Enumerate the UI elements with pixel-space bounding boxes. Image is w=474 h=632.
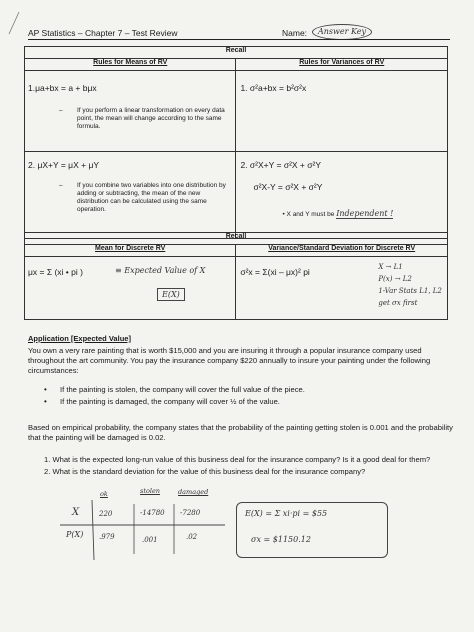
mean-discrete-heading-cell — [25, 245, 236, 257]
pencil-mark-icon — [6, 10, 22, 36]
work-x-value-stolen: -14780 — [140, 509, 165, 517]
mean-discrete-heading: Mean for Discrete RV — [95, 245, 166, 252]
rule1-mean-formula: 1.μa+bx = a + bμx — [28, 83, 97, 93]
expected-value-answer: E(X) = Σ xi·pi = $55 — [245, 509, 328, 518]
var-discrete-heading-cell — [236, 245, 448, 257]
bullet-damaged: If the painting is damaged, the company will cover ½ of the value. — [60, 397, 280, 406]
work-p-value-damaged: .02 — [186, 533, 198, 541]
work-col-header-ok: ok — [100, 490, 108, 498]
var-discrete-formula: σ²x = Σ(xi – μx)² pi — [240, 267, 310, 277]
var-discrete-cell — [236, 257, 448, 320]
variances-rules-heading: Rules for Variances of RV — [299, 59, 385, 66]
work-p-value-stolen: .001 — [142, 536, 158, 544]
work-col-header-stolen: stolen — [140, 487, 160, 495]
recall-rules-table — [24, 46, 448, 239]
name-label: Name: — [282, 28, 308, 38]
calc-note: X → L1 — [378, 263, 403, 271]
mean-discrete-cell — [25, 257, 236, 320]
recall-heading: Recall — [225, 47, 247, 54]
work-x-value-ok: 220 — [99, 510, 113, 518]
means-rules-heading: Rules for Means of RV — [93, 59, 168, 66]
work-row-p-label: P(X) — [66, 530, 84, 539]
calc-note: 1-Var Stats L1, L2 — [378, 287, 442, 295]
bullet-icon: • — [44, 385, 47, 394]
rule2-note — [59, 182, 227, 214]
recall-discrete-table — [24, 232, 448, 320]
rule2-var-formula-diff: σ²X-Y = σ²X + σ²Y — [253, 182, 323, 192]
rule2-note-text: If you combine two variables into one distribution by adding or subtracting, the mean of the new distribution can be calculated using the same operation. — [77, 182, 226, 213]
bullet-stolen: If the painting is stolen, the company will cover the full value of the piece. — [60, 385, 305, 394]
question-1: 1. What is the expected long-run value of this business deal for the insurance company? Is it a good deal for them? — [44, 455, 431, 464]
recall2-heading-cell — [25, 233, 448, 245]
independence-note-text: X and Y must be — [286, 211, 335, 218]
means-heading-cell — [25, 59, 236, 71]
rule1-mean-cell — [25, 71, 236, 152]
rule1-var-cell — [236, 71, 448, 152]
rule2-var-formula-sum: 2. σ²X+Y = σ²X + σ²Y — [240, 160, 321, 170]
application-paragraph-2: Based on empirical probability, the company states that the probability of the painting getting stolen is 0.001 and the probability that the painting will be damaged is 0.02. — [28, 423, 453, 442]
application-paragraph-1: You own a very rare painting that is worth $15,000 and you are insuring it through a popular insurance company used throughout the art community. You pay the insurance company $220 annually to insure your painting under the following circumstances: — [28, 346, 431, 375]
dash-icon: – — [59, 182, 63, 189]
mean-discrete-formula: μx = Σ (xi • pi ) — [28, 267, 83, 277]
expected-value-handwritten: ≡ Expected Value of X — [115, 266, 206, 275]
rule1-note — [59, 107, 227, 131]
bullet-icon: • — [44, 397, 47, 406]
answer-box — [236, 502, 388, 558]
rule2-mean-cell — [25, 152, 236, 239]
header-rule — [28, 39, 450, 40]
rule2-mean-formula: 2. μX+Y = μX + μY — [28, 160, 100, 170]
bullet-icon: • — [282, 211, 285, 218]
recall2-heading: Recall — [225, 233, 247, 240]
work-col-header-damaged: damaged — [178, 488, 209, 496]
rule2-var-cell — [236, 152, 448, 239]
question-2: 2. What is the standard deviation for the value of this business deal for the insurance company? — [44, 467, 366, 476]
variances-heading-cell — [236, 59, 448, 71]
var-discrete-heading: Variance/Standard Deviation for Discrete RV — [268, 245, 416, 252]
rule1-note-text: If you perform a linear transformation on every data point, the mean will change according to the same formula. — [77, 107, 225, 130]
application-heading: Application [Expected Value] — [28, 334, 131, 343]
work-p-value-ok: .979 — [99, 533, 115, 541]
work-x-value-damaged: -7280 — [180, 509, 201, 517]
calculator-notes — [378, 261, 442, 309]
independence-handwritten: Independent ! — [336, 209, 394, 218]
rule1-var-formula: 1. σ²a+bx = b²σ²x — [240, 83, 307, 93]
std-dev-answer: σx = $1150.12 — [251, 535, 311, 544]
independence-note — [282, 210, 393, 219]
dash-icon: – — [59, 107, 63, 114]
work-row-x-label: X — [72, 507, 80, 518]
calc-note: get σx first — [378, 299, 418, 307]
worksheet-title: AP Statistics – Chapter 7 – Test Review — [28, 28, 178, 38]
name-value-answer-key: Answer Key — [312, 24, 372, 40]
calc-note: P(x) → L2 — [378, 275, 412, 283]
recall-heading-cell — [25, 47, 448, 59]
expected-value-box: E(X) — [157, 288, 185, 301]
